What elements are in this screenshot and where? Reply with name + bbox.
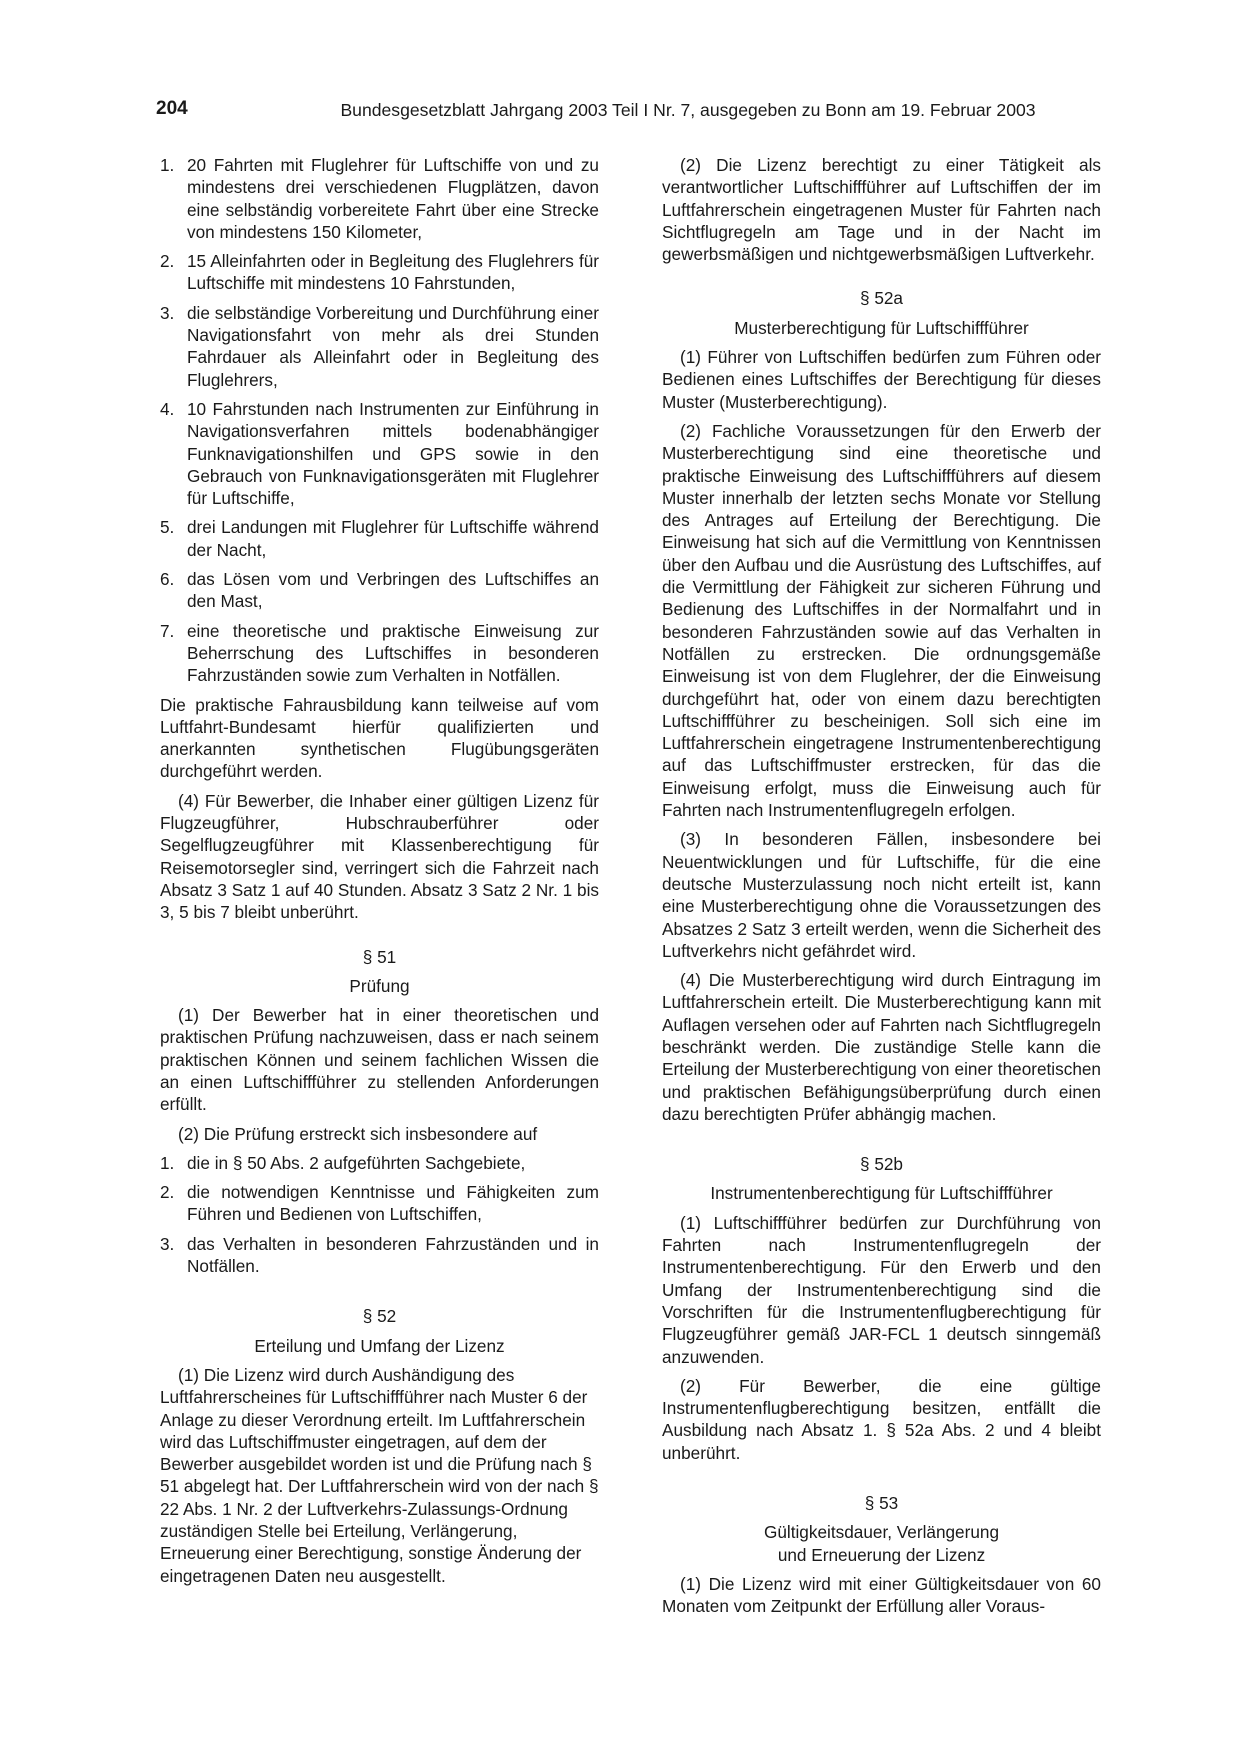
section-title-52b: Instrumentenberechtigung für Luftschiffführer [710, 1183, 1053, 1204]
paragraph: (4) Die Musterberechtigung wird durch Eintragung im Luftfahrerschein erteilt. Die Musterberechtigung kann mit Auflagen versehen oder auf Fahrten nach Sichtflugregeln beschränkt werden. Die zuständige Stelle kann die Erteilung der Musterberechtigung von einer theoretischen und praktischen Befähigungsüberprüfung durch einen dazu berechtigten Prüfer abhängig machen. [662, 970, 1101, 1124]
list-item: 2. 15 Alleinfahrten oder in Begleitung des Fluglehrers für Luftschiffe mit mindestens 10 Fahrstunden, [160, 251, 599, 294]
training-requirements-list [160, 154, 599, 687]
list-item: 4. 10 Fahrstunden nach Instrumenten zur Einführung in Navigationsverfahren mittels bodenabhängiger Funknavigationshilfen und GPS sowie in den Gebrauch von Funknavigationsgeräten mit Fluglehrer für Luftschiffe, [160, 398, 599, 509]
list-item: 1. die in § 50 Abs. 2 aufgeführten Sachgebiete, [160, 1152, 526, 1173]
list-item: 1. 20 Fahrten mit Fluglehrer für Luftschiffe von und zu mindestens drei verschiedenen Flugplätzen, davon eine selbständig vorbereitete Fahrt über eine Strecke von mindestens 150 Kilometer, [160, 155, 599, 242]
paragraph: (2) Die Prüfung erstreckt sich insbesondere auf [178, 1123, 538, 1144]
section-number-52a: § 52a [859, 288, 903, 309]
paragraph: (3) In besonderen Fällen, insbesondere bei Neuentwicklungen und für Luftschiffe, für die eine deutsche Musterzulassung noch nicht erteilt ist, kann eine Musterberechtigung ohne die Voraussetzungen des Absatzes 2 Satz 3 erteilt werden, wenn die Sicherheit des Luftverkehrs nicht gefährdet wird. [662, 829, 1101, 961]
paragraph: (1) Luftschiffführer bedürfen zur Durchführung von Fahrten nach Instrumentenflugregeln der Instrumentenberechtigung. Für den Erwerb und den Umfang der Instrumentenberechtigung sind die Vorschriften für die Instrumentenflugberechtigung für Flugzeugführer gemäß JAR-FCL 1 deutsch sinngemäß anzuwenden. [662, 1212, 1101, 1367]
paragraph: (2) Für Bewerber, die eine gültige Instrumentenflugberechtigung besitzen, entfällt die Ausbildung nach Absatz 1. § 52a Abs. 2 und 4 bleibt unberührt. [662, 1375, 1101, 1463]
section-title-52a: Musterberechtigung für Luftschiffführer [734, 317, 1029, 338]
section-title-line: Gültigkeitsdauer, Verlängerung [763, 1522, 1000, 1543]
exam-topics-list [160, 1152, 599, 1277]
section-number-52: § 52 [362, 1306, 397, 1327]
section-number-51: § 51 [362, 946, 397, 967]
section-number-52b: § 52b [859, 1154, 903, 1175]
section-title-53 [662, 1521, 1101, 1566]
paragraph: (1) Die Lizenz wird durch Aushändigung des Luftfahrerscheines für Luftschiffführer nach Muster 6 der Anlage zu dieser Verordnung erteilt. Im Luftfahrerschein wird das Luftschiffmuster eingetragen, auf dem der Bewerber ausgebildet worden ist und die Prüfung nach § 51 abgelegt hat. Der Luftfahrerschein wird von der nach § 22 Abs. 1 Nr. 2 der Luftverkehrs-Zulassungs-Ordnung zuständigen Stelle bei Erteilung, Verlängerung, Erneuerung einer Berechtigung, sonstige Änderung der eingetragenen Daten neu ausgestellt. [160, 1364, 599, 1586]
paragraph: (1) Die Lizenz wird mit einer Gültigkeitsdauer von 60 Monaten vom Zeitpunkt der Erfüllung aller Voraus- [662, 1573, 1101, 1617]
paragraph: (1) Der Bewerber hat in einer theoretischen und praktischen Prüfung nachzuweisen, dass er nach seinem praktischen Können und seinem fachlichen Wissen die an einen Luftschiffführer zu stellenden Anforderungen erfüllt. [160, 1005, 599, 1115]
list-item: 3. das Verhalten in besonderen Fahrzuständen und in Notfällen. [160, 1233, 599, 1277]
running-title: Bundesgesetzblatt Jahrgang 2003 Teil I Nr. 7, ausgegeben zu Bonn am 19. Februar 2003 [340, 100, 1036, 120]
paragraph-4: (4) Für Bewerber, die Inhaber einer gültigen Lizenz für Flugzeugführer, Hubschrauberführer oder Segelflugzeugführer mit Klassenberechtigung für Reisemotorsegler sind, verringert sich die Fahrzeit nach Absatz 3 Satz 1 auf 40 Stunden. Absatz 3 Satz 2 Nr. 1 bis 3, 5 bis 7 bleibt unberührt. [160, 790, 599, 923]
paragraph: (1) Führer von Luftschiffen bedürfen zum Führen oder Bedienen eines Luftschiffes der Berechtigung für dieses Muster (Musterberechtigung). [662, 347, 1101, 412]
paragraph: (2) Fachliche Voraussetzungen für den Erwerb der Musterberechtigung sind eine theoretische und praktische Einweisung des Luftschiffführers auf diesem Muster innerhalb der letzten sechs Monate vor Stellung des Antrages auf Erteilung der Berechtigung. Die Einweisung hat sich auf die Vermittlung von Kenntnissen über den Aufbau und die Ausrüstung des Luftschiffes, auf die Vermittlung der Fähigkeit zur sicheren Führung und Bedienung des Luftschiffes in der Normalfahrt und in besonderen Fahrzuständen sowie auf das Verhalten in Notfällen zu erstrecken. Die ordnungsgemäße Einweisung ist von dem Fluglehrer, der die Einweisung durchgeführt hat, oder von einem dazu berechtigten Luftschiffführer zu bescheinigen. Soll sich eine im Luftfahrerschein eingetragene Instrumentenberechtigung auf das Luftschiffmuster erstrecken, für das die Einweisung erfolgt, muss die Einweisung auch für Fahrten nach Instrumentenflugregeln erfolgen. [662, 420, 1101, 821]
list-item: 6. das Lösen vom und Verbringen des Luftschiffes an den Mast, [160, 569, 599, 612]
section-number-53: § 53 [864, 1493, 899, 1514]
page-header [156, 98, 1128, 124]
list-item: 3. die selbständige Vorbereitung und Durchführung einer Navigationsfahrt von mehr als drei Stunden Fahrdauer als Alleinfahrt oder in Begleitung des Fluglehrers, [160, 302, 599, 390]
section-title-51: Prüfung [349, 975, 410, 996]
right-column [662, 154, 1101, 1625]
page-number: 204 [156, 98, 188, 119]
section-title-line: und Erneuerung der Lizenz [777, 1544, 986, 1565]
list-item: 2. die notwendigen Kenntnisse und Fähigkeiten zum Führen und Bedienen von Luftschiffen, [160, 1182, 599, 1225]
section-title-52: Erteilung und Umfang der Lizenz [254, 1335, 505, 1356]
paragraph: (2) Die Lizenz berechtigt zu einer Tätigkeit als verantwortlicher Luftschiffführer auf Luftschiffen der im Luftfahrerschein eingetragenen Muster für Fahrten nach Sichtflugregeln am Tage und in der Nacht im gewerbsmäßigen und nichtgewerbsmäßigen Luftverkehr. [662, 155, 1101, 265]
list-item: 7. eine theoretische und praktische Einweisung zur Beherrschung des Luftschiffes in besonderen Fahrzuständen sowie zum Verhalten in Notfällen. [160, 620, 599, 686]
paragraph-simulator-training: Die praktische Fahrausbildung kann teilweise auf vom Luftfahrt-Bundesamt hierfür qualifizierten und anerkannten synthetischen Flugübungsgeräten durchgeführt werden. [160, 694, 599, 782]
left-column [160, 154, 599, 1594]
list-item: 5. drei Landungen mit Fluglehrer für Luftschiffe während der Nacht, [160, 517, 599, 560]
